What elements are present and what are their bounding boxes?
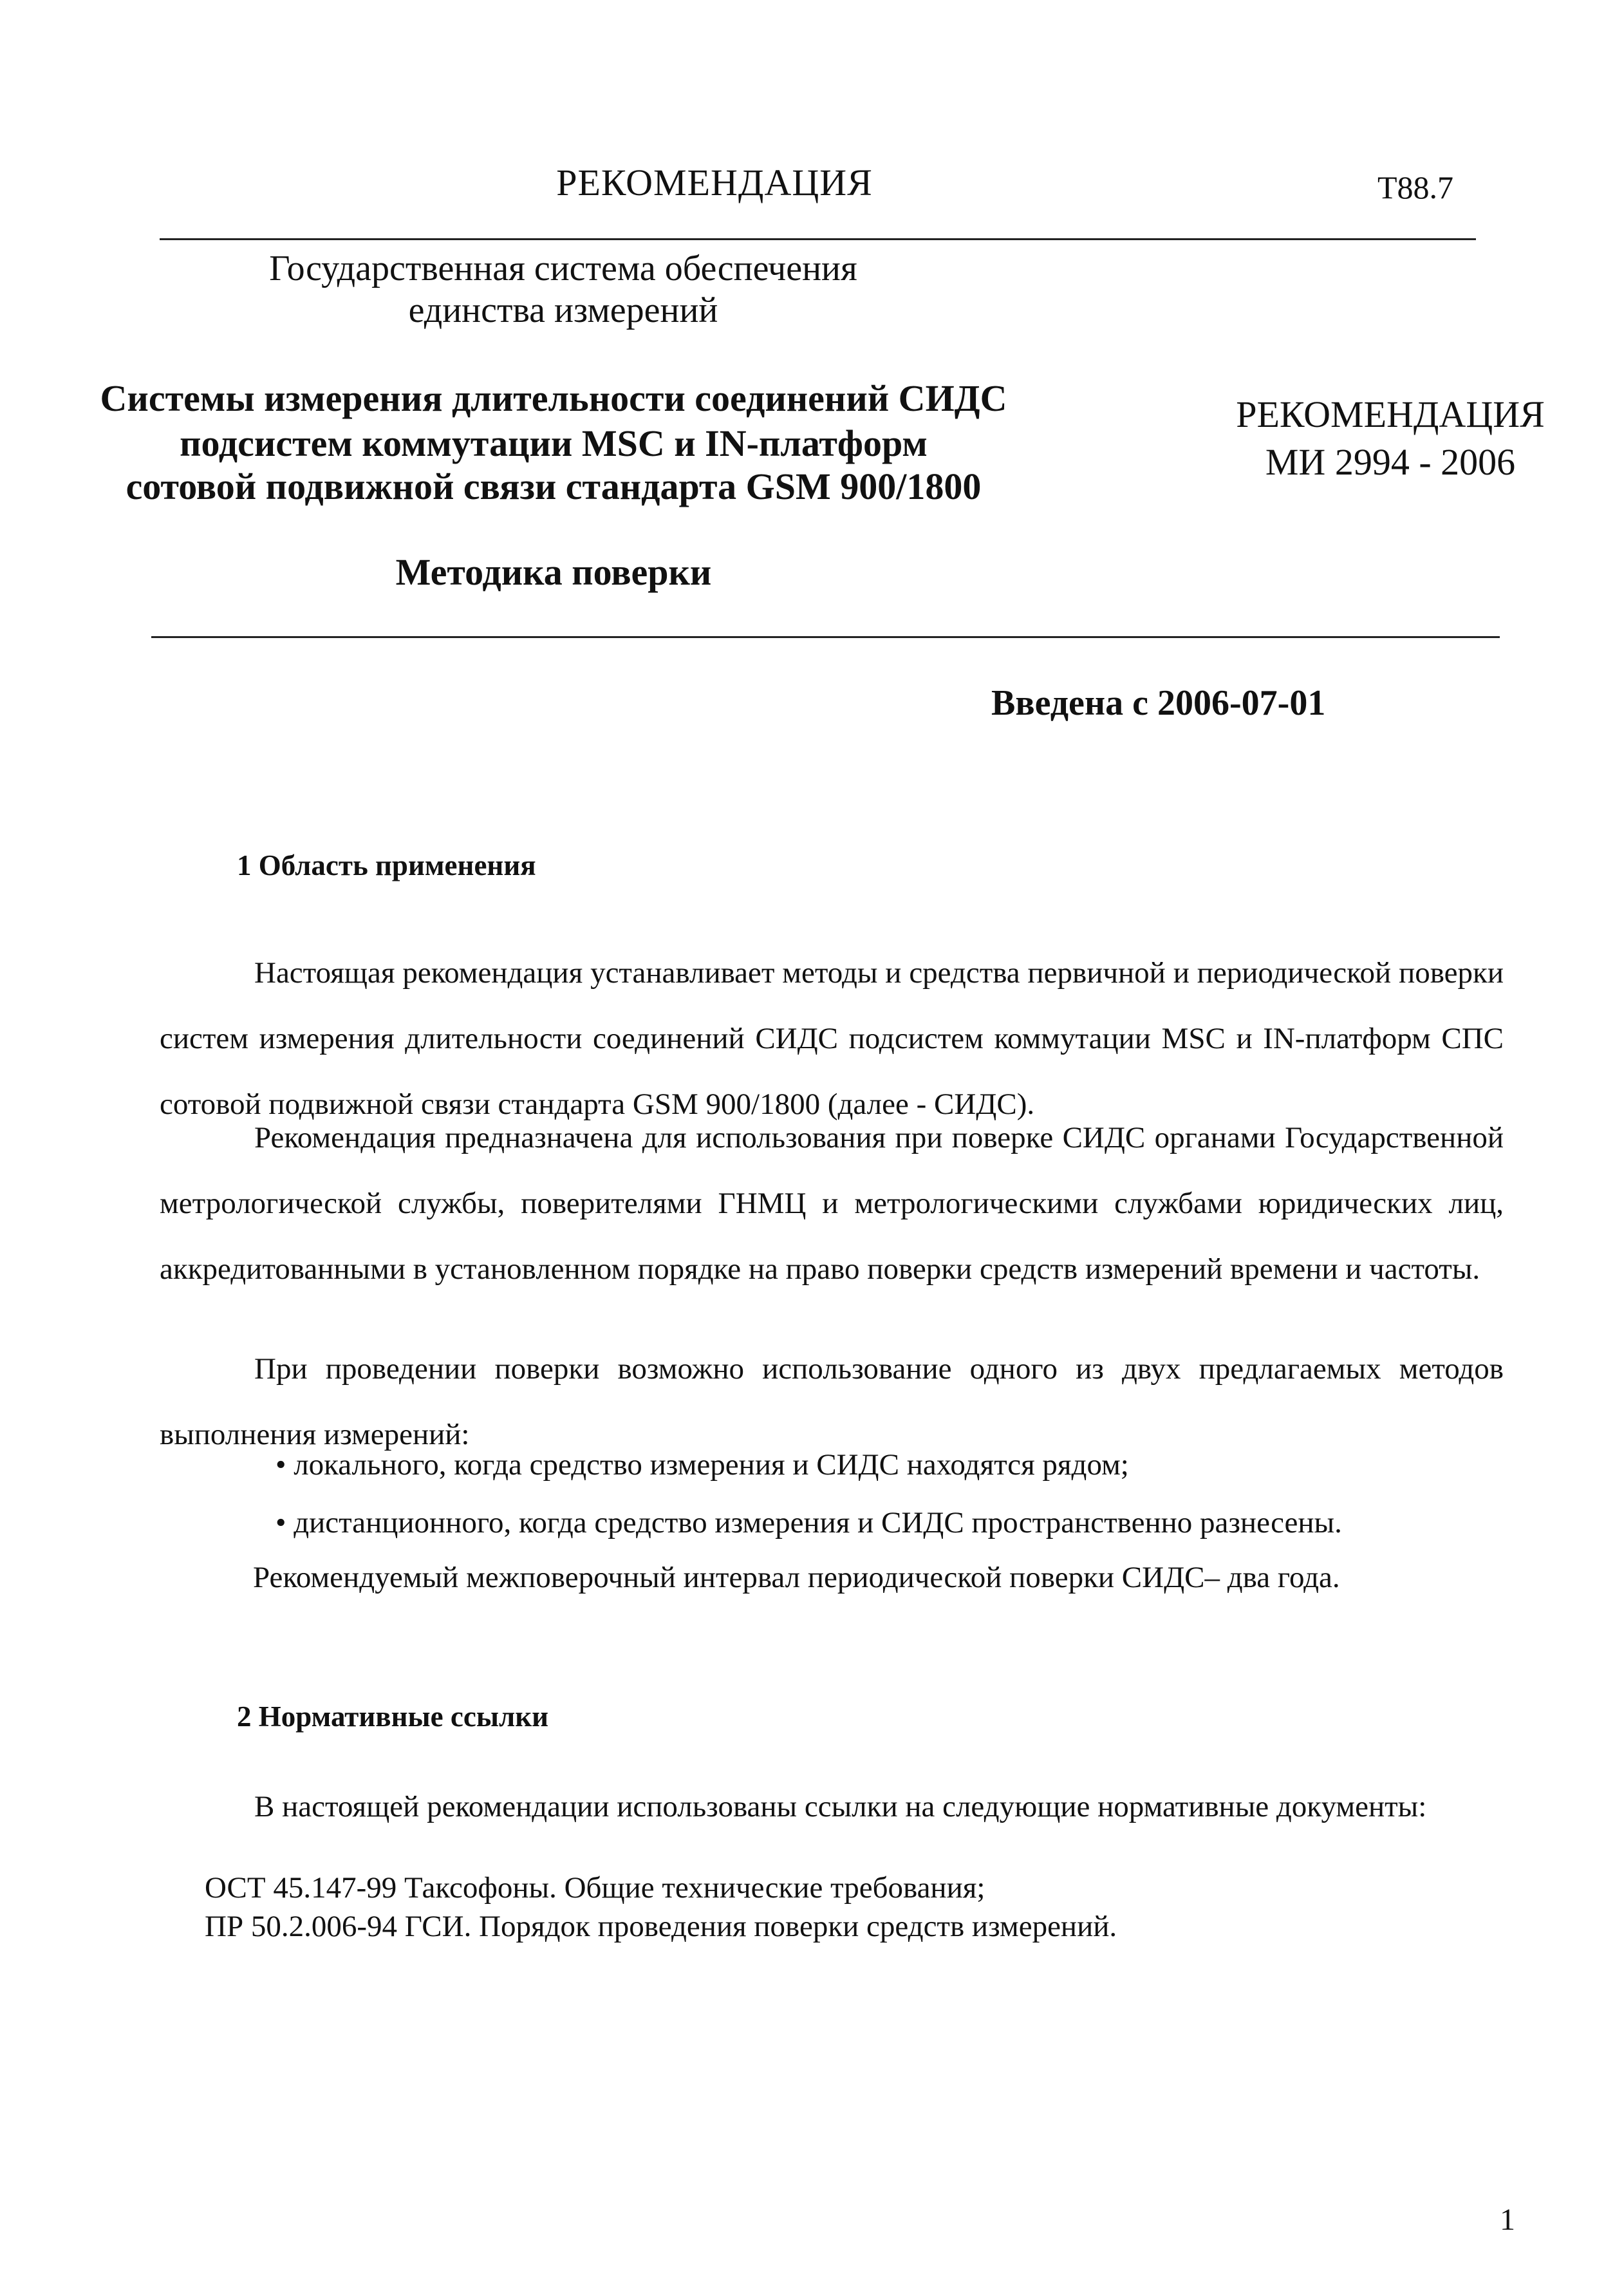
gss-line-2: единства измерений [408, 290, 718, 330]
header-code: Т88.7 [1377, 169, 1454, 205]
section-1-heading: 1 Область применения [237, 849, 536, 881]
bullet-local: • локального, когда средство измерения и СИДС находятся рядом; [275, 1448, 1129, 1482]
reference-ost: ОСТ 45.147-99 Таксофоны. Общие технические требования; [205, 1871, 985, 1905]
interval-text: Рекомендуемый межповерочный интервал периодической поверки СИДС– два года. [253, 1561, 1340, 1594]
doc-title-line-3: сотовой подвижной связи стандарта GSM 900/1800 [126, 466, 982, 507]
section-1-paragraph-3: При проведении поверки возможно использование одного из двух предлагаемых методов выполнения измерений: [160, 1352, 1504, 1451]
method-title: Методика поверки [395, 551, 712, 593]
bullet-remote: • дистанционного, когда средство измерения и СИДС пространственно разнесены. [275, 1506, 1342, 1539]
section-2-paragraph-1: В настоящей рекомендации использованы ссылки на следующие нормативные документы: [254, 1790, 1427, 1823]
page-number: 1 [1500, 2203, 1515, 2237]
section-1-paragraph-1: Настоящая рекомендация устанавливает методы и средства первичной и периодической поверки систем измерения длительности соединений СИДС подсистем коммутации MSC и IN-платформ СПС сотовой подвижной связи стандарта GSM 900/1800 (далее - СИДС). [160, 956, 1504, 1121]
section-1-paragraph-2: Рекомендация предназначена для использования при поверке СИДС органами Государственной метрологической службы, поверителями ГНМЦ и метрологическими службами юридических лиц, аккредитованными в установленном порядке на право поверки средств измерений времени и частоты. [160, 1121, 1504, 1286]
recommendation-number: МИ 2994 - 2006 [1265, 441, 1516, 483]
reference-pr: ПР 50.2.006-94 ГСИ. Порядок проведения поверки средств измерений. [205, 1910, 1117, 1943]
doc-title-line-1: Системы измерения длительности соединений СИДС [100, 377, 1007, 419]
doc-title-line-2: подсистем коммутации MSC и IN-платформ [180, 422, 928, 464]
recommendation-label: РЕКОМЕНДАЦИЯ [1236, 393, 1545, 435]
gss-line-1: Государственная система обеспечения [269, 249, 857, 288]
header-title: РЕКОМЕНДАЦИЯ [556, 162, 873, 203]
introduced-date: Введена с 2006-07-01 [991, 683, 1326, 723]
section-2-heading: 2 Нормативные ссылки [237, 1700, 549, 1733]
header-rule [160, 238, 1476, 240]
title-rule [151, 636, 1500, 638]
